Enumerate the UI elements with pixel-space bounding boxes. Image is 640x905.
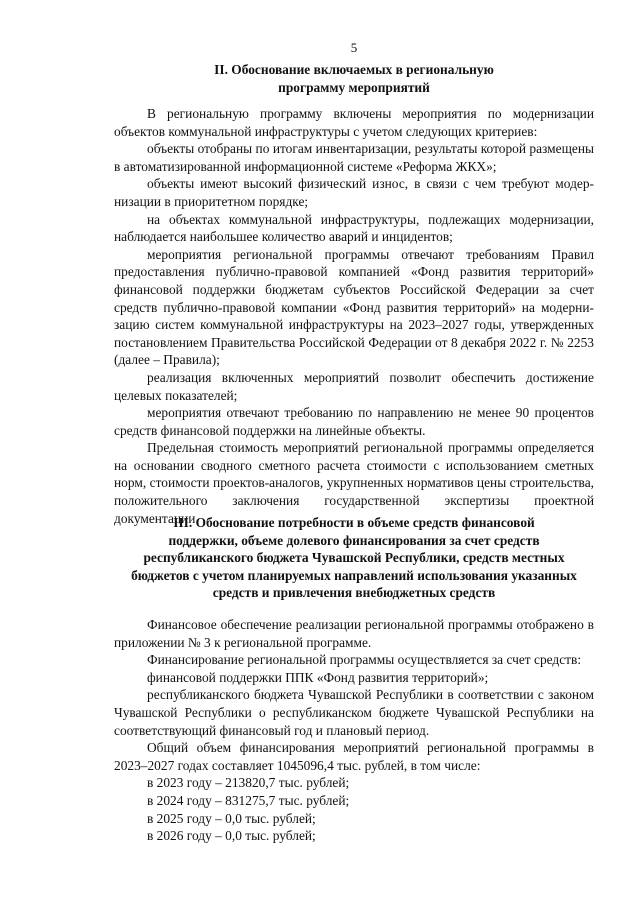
paragraph: финансовой поддержки ППК «Фонд развития территорий»; [147,669,489,685]
list-item: в 2023 году – 213820,7 тыс. рублей; [147,775,350,791]
list-item: в 2025 году – 0,0 тыс. рублей; [147,810,316,826]
section-3-heading-line: бюджетов с учетом планируемых направлений использования указанных [131,567,577,583]
paragraph: Финансирование региональной программы осуществляется за счет средств: [147,652,582,668]
page-number: 5 [350,40,358,55]
paragraph: Предельная стоимость мероприятий региональной программы определяется на основании сводного сметного расчета стоимости с использованием сметных норм, стоимости проектов-аналогов, укрупненных нормативов цены строительства, положительного заключения государственной экспертизы проектной документации. [114,440,594,526]
document-page [114,0,594,905]
list-item: в 2026 году – 0,0 тыс. рублей; [147,828,316,844]
section-2-heading [114,61,594,96]
section-2-heading-line: II. Обоснование включаемых в региональную [214,62,494,77]
paragraph: Финансовое обеспечение реализации региональной программы отображено в приложении № 3 к региональной программе. [114,617,594,650]
list-item: в 2024 году – 831275,7 тыс. рублей; [147,792,350,808]
section-3-heading-line: поддержки, объеме долевого финансирования за счет средств [168,532,540,548]
paragraph: мероприятия региональной программы отвечают требованиям Правил предоставления публично-правовой компанией «Фонд развития территорий» финансовой поддержки бюджетам субъектов Российской Федерации за счет средств публично-правовой компании «Фонд развития территорий» на модернизацию систем коммунальной инфраструктуры на 2023–2027 годы, утвержденных постановлением Правительства Российской Федерации от 8 декабря 2022 г. № 2253 (далее – Правила); [114,246,594,368]
section-3-heading [114,514,594,602]
paragraph: республиканского бюджета Чувашской Республики в соответствии с законом Чувашской Республики о республиканском бюджете Чувашской Республики на соответствующий финансовый год и плановый период. [114,687,594,738]
paragraph: Общий объем финансирования мероприятий региональной программы в 2023–2027 годах составляет 1045096,4 тыс. рублей, в том числе: [114,740,594,773]
paragraph: объекты отобраны по итогам инвентаризации, результаты которой размещены в автоматизированной информационной системе «Реформа ЖКХ»; [114,141,594,174]
section-3-heading-line: республиканского бюджета Чувашской Республики, средств местных [143,550,565,566]
paragraph: на объектах коммунальной инфраструктуры, подлежащих модернизации, наблюдается наибольшее количество аварий и инцидентов; [114,211,594,245]
paragraph: объекты имеют высокий физический износ, в связи с чем требуют модернизации в приоритетном порядке; [114,176,594,209]
paragraph: мероприятия отвечают требованию по направлению не менее 90 процентов средств финансовой поддержки на линейные объекты. [114,405,594,438]
section-2-heading-line: программу мероприятий [278,79,430,95]
section-3-heading-line: средств и привлечения внебюджетных средств [212,585,496,601]
section-3-body [114,616,594,845]
paragraph: реализация включенных мероприятий позволит обеспечить достижение целевых показателей; [114,369,594,403]
section-3-heading-line: III. Обоснование потребности в объеме средств финансовой [173,515,535,530]
section-2-body [114,105,594,527]
paragraph: В региональную программу включены мероприятия по модернизации объектов коммунальной инфраструктуры с учетом следующих критериев: [114,106,594,139]
